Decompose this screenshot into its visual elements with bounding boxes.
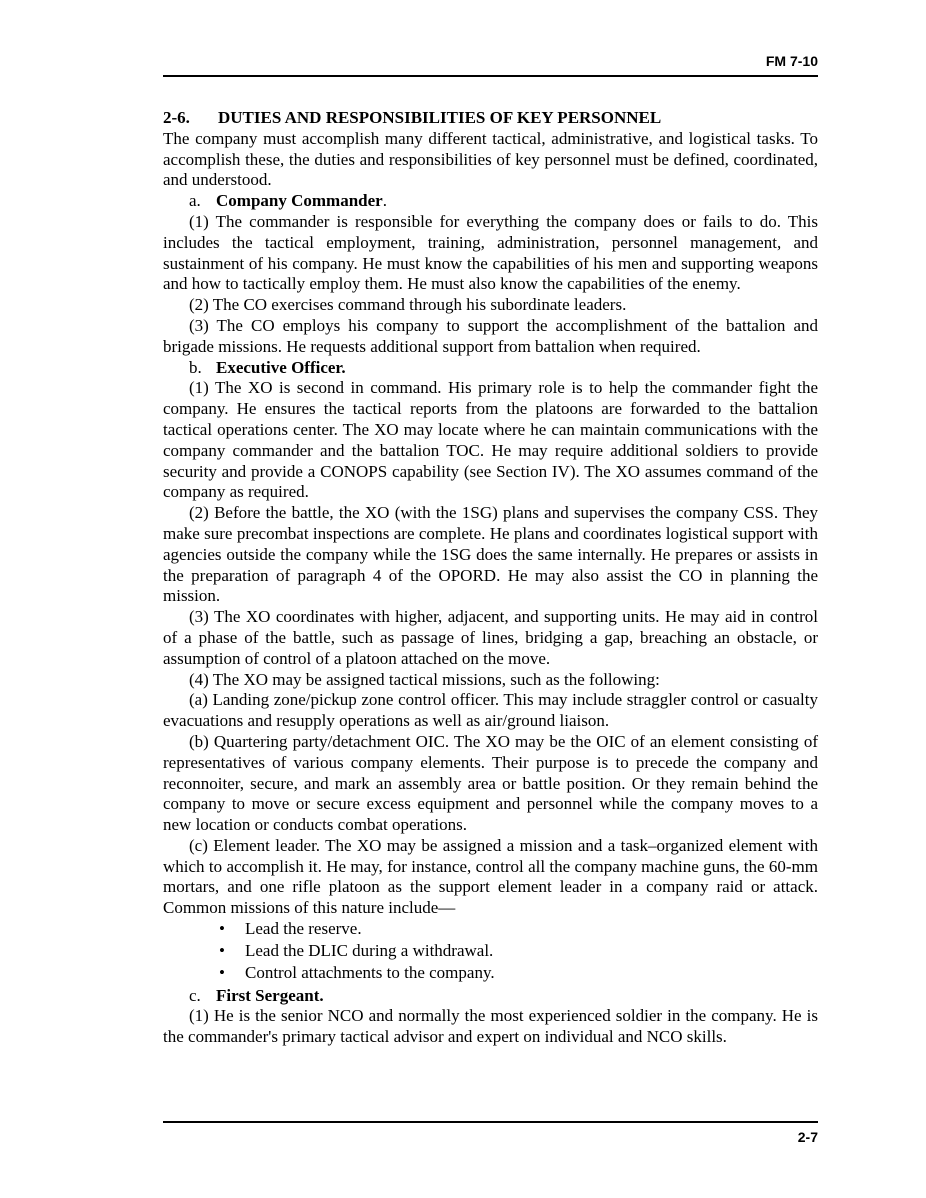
paragraph: (3) The XO coordinates with higher, adjacent, and supporting units. He may aid in control of a phase of the battle, such as passage of lines, bridging a gap, breaching an obstacle, or assumption of control of a platoon attached on the move. [163,607,818,668]
bullet-icon: • [219,919,225,939]
section-heading [163,108,818,129]
subsection-letter: c. [189,985,201,1005]
section-number: 2-6. [163,108,190,127]
list-item-text: Control attachments to the company. [245,963,495,983]
list-item [219,941,818,962]
list-item-text: Lead the reserve. [245,919,362,939]
header-rule [163,75,818,77]
paragraph: (2) The CO exercises command through his subordinate leaders. [189,295,627,315]
paragraph: (3) The CO employs his company to support the accomplishment of the battalion and brigade missions. He requests additional support from battalion when required. [163,315,818,356]
paragraph: (c) Element leader. The XO may be assigned a mission and a task–organized element with which to accomplish it. He may, for instance, control all the company machine guns, the 60-mm mortars, and one rifle platoon as the support element leader in a company raid or attack. Common missions of this nature include— [163,835,818,918]
subsection-letter: b. [189,357,202,377]
page-number: 2-7 [797,1129,818,1145]
paragraph: (4) The XO may be assigned tactical missions, such as the following: [189,669,660,689]
subsection-letter: a. [189,191,201,211]
subsection-title: First Sergeant. [216,985,324,1005]
paragraph: (1) The XO is second in command. His primary role is to help the commander fight the company. He ensures the tactical reports from the platoons are forwarded to the battalion tactical operations center. The XO may locate where he can maintain communications with the company commander and the battalion TOC. He may require additional soldiers to provide security and provide a CONOPS capability (see Section IV). The XO assumes command of the company as required. [163,378,818,502]
bullet-icon: • [219,941,225,961]
document-code: FM 7-10 [765,53,818,69]
subsection-heading-first-sergeant [163,986,818,1007]
subsection-title: Company Commander [216,191,383,211]
subsection-heading-company-commander [163,191,818,212]
subsection-title: Executive Officer. [216,357,346,377]
subsection-heading-executive-officer [163,358,818,379]
paragraph: (1) The commander is responsible for everything the company does or fails to do. This includes the tactical employment, training, administration, personnel management, and sustainment of his company. He must know the capabilities of his men and supporting weapons and how to tactically employ them. He must also know the capabilities of the enemy. [163,211,818,294]
paragraph: (a) Landing zone/pickup zone control officer. This may include straggler control or casualty evacuations and resupply operations as well as air/ground liaison. [163,690,818,731]
section-title: DUTIES AND RESPONSIBILITIES OF KEY PERSONNEL [218,108,662,127]
list-item-text: Lead the DLIC during a withdrawal. [245,941,494,961]
paragraph: (1) He is the senior NCO and normally the most experienced soldier in the company. He is the commander's primary tactical advisor and expert on individual and NCO skills. [163,1006,818,1047]
paragraph: (b) Quartering party/detachment OIC. The XO may be the OIC of an element consisting of representatives of various company elements. Their purpose is to precede the company and reconnoiter, secure, and mark an assembly area or battle position. Or they remain behind the company to move or secure excess equipment and personnel while the company moves to a new location or conducts combat operations. [163,731,818,835]
section-intro: The company must accomplish many different tactical, administrative, and logistical tasks. To accomplish these, the duties and responsibilities of key personnel must be defined, coordinated, and understood. [163,128,818,190]
list-item [219,963,818,984]
paragraph: (2) Before the battle, the XO (with the 1SG) plans and supervises the company CSS. They make sure precombat inspections are complete. He plans and coordinates logistical support with agencies outside the company while the 1SG does the same internally. He prepares or assists in the preparation of paragraph 4 of the OPORD. He may also assist the CO in planning the mission. [163,503,818,606]
subsection-title-suffix: . [382,191,387,211]
list-item [219,919,818,940]
footer-rule [163,1121,818,1123]
bullet-list [163,919,818,984]
bullet-icon: • [219,963,225,983]
page-content [163,108,818,1048]
